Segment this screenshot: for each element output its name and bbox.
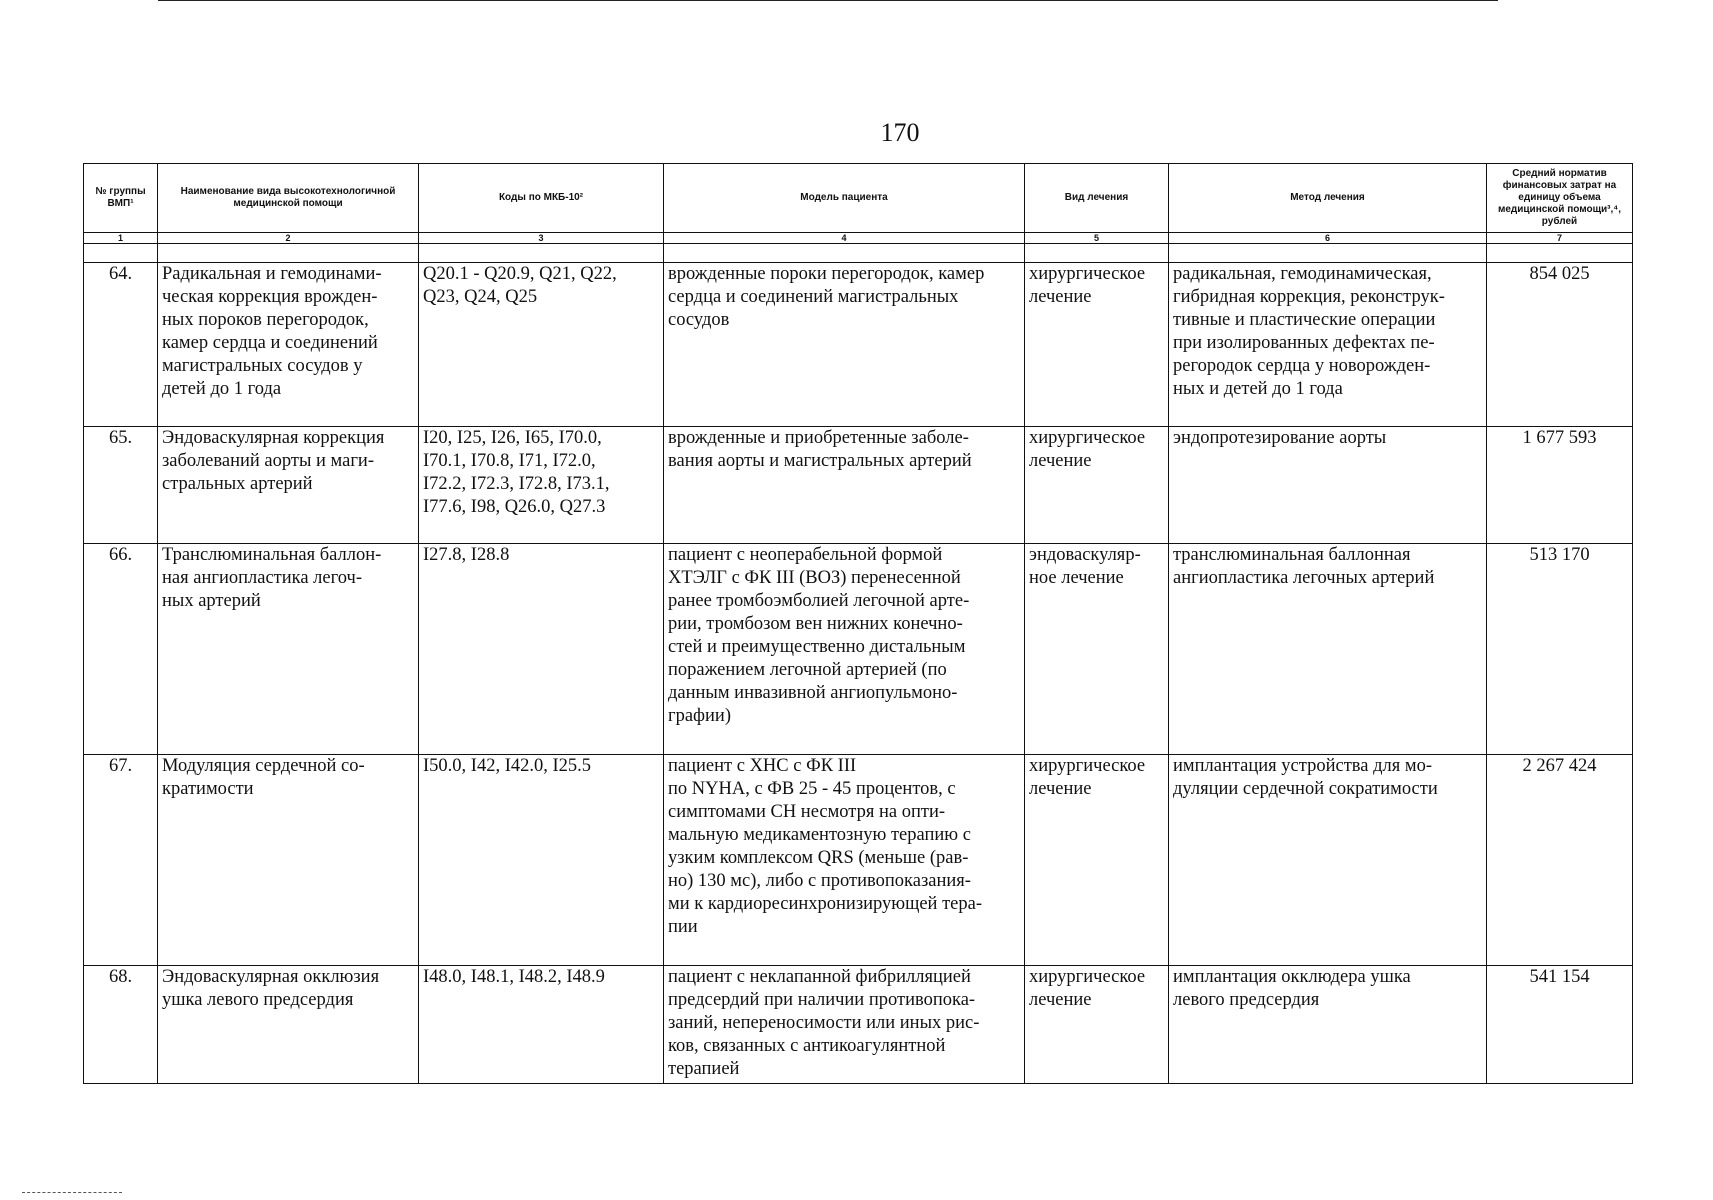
cell-text-line: заний, непереносимости или иных рис-	[668, 1013, 980, 1033]
patient-model-cell	[664, 263, 1025, 427]
cell-text-line: ческая коррекция врожден-	[162, 287, 378, 307]
group-number-cell: 68.	[84, 966, 158, 1084]
cell-text-line: заболеваний аорты и маги-	[162, 451, 374, 471]
cell-text-line: хирургическое	[1029, 967, 1146, 987]
cell-text-line: но) 130 мс), либо с противопоказания-	[668, 871, 971, 891]
cell-text-line: дуляции сердечной сократимости	[1173, 779, 1438, 799]
cell-text-line: хирургическое	[1029, 756, 1146, 776]
cell-text-line: Модуляция сердечной со-	[162, 756, 365, 776]
header-patient-model: Модель пациента	[664, 164, 1025, 233]
treatment-type-cell	[1025, 755, 1169, 966]
header-treatment-type: Вид лечения	[1025, 164, 1169, 233]
cell-text-line: ми к кардиоресинхронизирующей тера-	[668, 894, 983, 914]
table-row	[84, 427, 1633, 544]
treatment-method-cell	[1169, 263, 1487, 427]
care-type-name-cell	[158, 263, 419, 427]
average-cost-cell: 541 154	[1487, 966, 1633, 1084]
cell-text-line: лечение	[1029, 990, 1092, 1010]
cell-text-line: пациент с неоперабельной формой	[668, 545, 943, 565]
column-number: 3	[419, 233, 664, 244]
cell-text-line: транслюминальная баллонная	[1173, 545, 1411, 565]
treatment-method-cell	[1169, 755, 1487, 966]
column-number: 6	[1169, 233, 1487, 244]
cell-text-line: симптомами СН несмотря на опти-	[668, 802, 946, 822]
treatment-type-cell	[1025, 427, 1169, 544]
cell-text-line: I72.2, I72.3, I72.8, I73.1,	[423, 474, 610, 494]
cell-text-line: гибридная коррекция, реконструк-	[1173, 287, 1445, 307]
cell-text-line: ушка левого предсердия	[162, 990, 354, 1010]
cell-text-line: ков, связанных с антикоагулянтной	[668, 1036, 946, 1056]
cell-text-line: ных артерий	[162, 591, 261, 611]
treatment-type-cell	[1025, 263, 1169, 427]
average-cost-cell: 854 025	[1487, 263, 1633, 427]
treatment-method-cell	[1169, 427, 1487, 544]
header-icd-codes: Коды по МКБ-10²	[419, 164, 664, 233]
cell-text-line: кратимости	[162, 779, 254, 799]
cell-text-line: сосудов	[668, 310, 730, 330]
column-number: 1	[84, 233, 158, 244]
cell-text-line: I70.1, I70.8, I71, I72.0,	[423, 451, 596, 471]
patient-model-cell	[664, 755, 1025, 966]
cell-text-line: лечение	[1029, 779, 1092, 799]
column-number: 4	[664, 233, 1025, 244]
table-header-row	[84, 164, 1633, 233]
top-rule	[158, 0, 1498, 1]
cell-text-line: узким комплексом QRS (меньше (рав-	[668, 848, 969, 868]
group-number-cell: 64.	[84, 263, 158, 427]
cell-text-line: по NYHA, с ФВ 25 - 45 процентов, с	[668, 779, 956, 799]
treatment-method-cell	[1169, 966, 1487, 1084]
cell-text-line: детей до 1 года	[162, 379, 282, 399]
cell-text-line: ангиопластика легочных артерий	[1173, 568, 1435, 588]
cell-text-line: мальную медикаментозную терапию с	[668, 825, 971, 845]
cell-text-line: I48.0, I48.1, I48.2, I48.9	[423, 967, 605, 987]
cell-text-line: Q20.1 - Q20.9, Q21, Q22,	[423, 264, 617, 284]
average-cost-cell: 513 170	[1487, 544, 1633, 755]
cell-text-line: ных пороков перегородок,	[162, 310, 369, 330]
cell-text-line: ранее тромбоэмболией легочной арте-	[668, 591, 970, 611]
cell-text-line: пациент с неклапанной фибрилляцией	[668, 967, 971, 987]
header-average-cost: Средний норматив финансовых затрат на единицу объема медицинской помощи³,⁴, рублей	[1487, 164, 1633, 233]
icd-codes-cell	[419, 263, 664, 427]
header-care-type-name: Наименование вида высокотехнологичной медицинской помощи	[158, 164, 419, 233]
cell-text-line: вания аорты и магистральных артерий	[668, 451, 972, 471]
group-number-cell: 67.	[84, 755, 158, 966]
cell-text-line: I20, I25, I26, I65, I70.0,	[423, 428, 602, 448]
care-type-name-cell	[158, 966, 419, 1084]
column-number-row	[84, 233, 1633, 244]
cell-text-line: I77.6, I98, Q26.0, Q27.3	[423, 497, 606, 517]
table-row	[84, 755, 1633, 966]
page-number: 170	[880, 118, 920, 147]
group-number-cell: 65.	[84, 427, 158, 544]
icd-codes-cell	[419, 966, 664, 1084]
cell-text-line: Q23, Q24, Q25	[423, 287, 538, 307]
cell-text-line: пии	[668, 917, 698, 937]
cell-text-line: регородок сердца у новорожден-	[1173, 356, 1431, 376]
treatment-type-cell	[1025, 544, 1169, 755]
care-type-name-cell	[158, 427, 419, 544]
cell-text-line: лечение	[1029, 451, 1092, 471]
column-number: 2	[158, 233, 419, 244]
icd-codes-cell	[419, 544, 664, 755]
cell-text-line: имплантация устройства для мо-	[1173, 756, 1432, 776]
cell-text-line: I27.8, I28.8	[423, 545, 510, 565]
cell-text-line: тивные и пластические операции	[1173, 310, 1436, 330]
header-group-number: № группы ВМП¹	[84, 164, 158, 233]
cell-text-line: предсердий при наличии противопока-	[668, 990, 976, 1010]
icd-codes-cell	[419, 755, 664, 966]
cell-text-line: имплантация окклюдера ушка	[1173, 967, 1411, 987]
cell-text-line: хирургическое	[1029, 428, 1146, 448]
cell-text-line: графии)	[668, 706, 731, 726]
cell-text-line: эндоваскуляр-	[1029, 545, 1141, 565]
cell-text-line: I50.0, I42, I42.0, I25.5	[423, 756, 592, 776]
cell-text-line: рии, тромбозом вен нижних конечно-	[668, 614, 963, 634]
cell-text-line: магистральных сосудов у	[162, 356, 363, 376]
cell-text-line: Эндоваскулярная коррекция	[162, 428, 385, 448]
cell-text-line: поражением легочной артерией (по	[668, 660, 947, 680]
cell-text-line: ных и детей до 1 года	[1173, 379, 1343, 399]
group-number-cell: 66.	[84, 544, 158, 755]
column-number: 7	[1487, 233, 1633, 244]
cell-text-line: сердца и соединений магистральных	[668, 287, 959, 307]
table-row	[84, 263, 1633, 427]
cell-text-line: ХТЭЛГ с ФК III (ВОЗ) перенесенной	[668, 568, 961, 588]
cell-text-line: радикальная, гемодинамическая,	[1173, 264, 1432, 284]
icd-codes-cell	[419, 427, 664, 544]
cell-text-line: терапией	[668, 1059, 740, 1079]
header-treatment-method: Метод лечения	[1169, 164, 1487, 233]
average-cost-cell: 2 267 424	[1487, 755, 1633, 966]
cell-text-line: Транслюминальная баллон-	[162, 545, 382, 565]
cell-text-line: данным инвазивной ангиопульмоно-	[668, 683, 958, 703]
table-row	[84, 966, 1633, 1084]
cell-text-line: ное лечение	[1029, 568, 1124, 588]
patient-model-cell	[664, 427, 1025, 544]
patient-model-cell	[664, 966, 1025, 1084]
care-type-name-cell	[158, 544, 419, 755]
cell-text-line: Эндоваскулярная окклюзия	[162, 967, 380, 987]
treatment-type-cell	[1025, 966, 1169, 1084]
treatment-method-cell	[1169, 544, 1487, 755]
vmp-table	[83, 163, 1633, 1084]
column-number: 5	[1025, 233, 1169, 244]
cell-text-line: камер сердца и соединений	[162, 333, 378, 353]
cell-text-line: врожденные и приобретенные заболе-	[668, 428, 969, 448]
cell-text-line: стей и преимущественно дистальным	[668, 637, 966, 657]
average-cost-cell: 1 677 593	[1487, 427, 1633, 544]
cell-text-line: лечение	[1029, 287, 1092, 307]
cell-text-line: при изолированных дефектах пе-	[1173, 333, 1435, 353]
cell-text-line: стральных артерий	[162, 474, 313, 494]
cell-text-line: хирургическое	[1029, 264, 1146, 284]
cell-text-line: пациент с ХНС с ФК III	[668, 756, 857, 776]
scan-artifact-line	[22, 1192, 122, 1193]
care-type-name-cell	[158, 755, 419, 966]
cell-text-line: левого предсердия	[1173, 990, 1320, 1010]
spacer-row	[84, 244, 1633, 263]
table-row	[84, 544, 1633, 755]
cell-text-line: эндопротезирование аорты	[1173, 428, 1387, 448]
cell-text-line: врожденные пороки перегородок, камер	[668, 264, 985, 284]
cell-text-line: ная ангиопластика легоч-	[162, 568, 362, 588]
patient-model-cell	[664, 544, 1025, 755]
cell-text-line: Радикальная и гемодинами-	[162, 264, 382, 284]
